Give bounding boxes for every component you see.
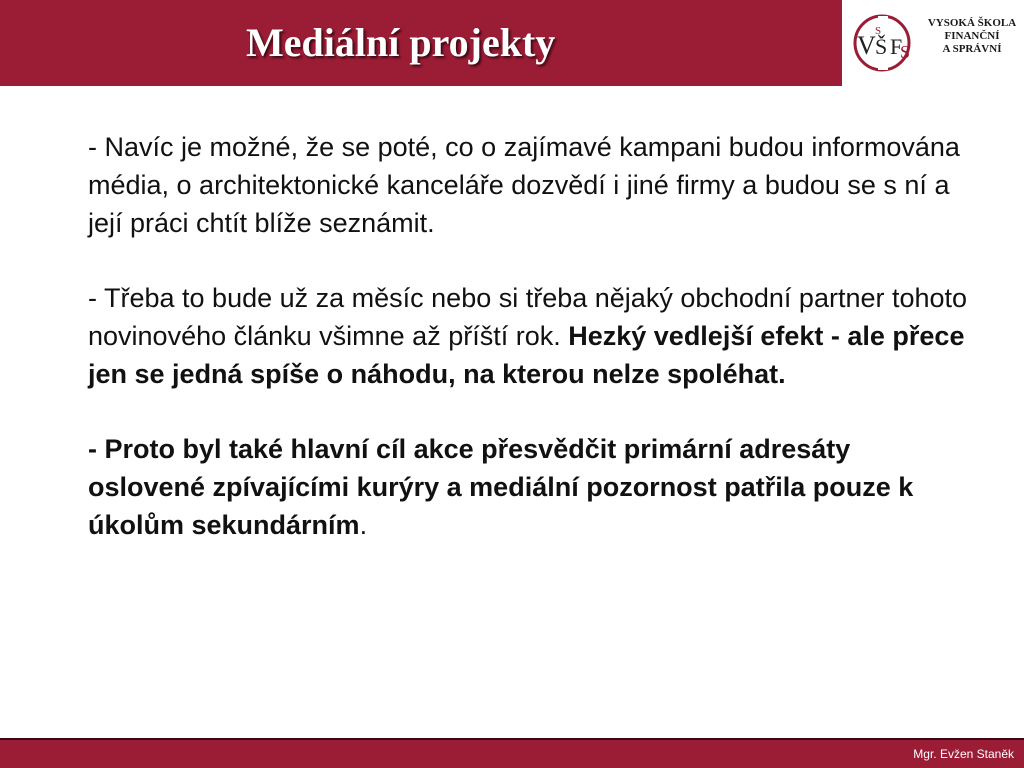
svg-text:Š: Š (875, 34, 888, 59)
paragraph-1: - Navíc je možné, že se poté, co o zajímavé kampani budou informována média, o architektonické kanceláře dozvědí i jiné firmy a budou se s ní a její práci chtít blíže seznámit. (88, 132, 960, 238)
school-name-line-3: A SPRÁVNÍ (942, 43, 1002, 55)
svg-text:V: V (857, 31, 876, 60)
svg-text:S: S (900, 42, 911, 62)
svg-text:S: S (875, 25, 882, 37)
paragraph-2-text: - Třeba to bude už za měsíc nebo si třeba nějaký obchodní partner tohoto novinového článku všimne až příští rok. (88, 283, 968, 351)
header-bar (0, 0, 842, 86)
slide-body (88, 128, 968, 544)
paragraph-2 (88, 279, 968, 393)
school-logo (842, 0, 1024, 86)
school-name-line-2: FINANČNÍ (944, 30, 1000, 42)
footer-author: Mgr. Evžen Staněk (913, 747, 1014, 761)
footer-bar (0, 738, 1024, 768)
paragraph-3 (88, 430, 968, 544)
slide-title: Mediální projekty (246, 20, 556, 65)
paragraph-2-emphasis: Hezký vedlejší efekt - ale přece jen se jedná spíše o náhodu, na kterou nelze spoléhat. (88, 321, 965, 389)
paragraph-3-emphasis: - Proto byl také hlavní cíl akce přesvědčit primární adresáty oslovené zpívajícími kurýry a mediální pozornost patřila pouze k úkolům sekundárním (88, 434, 914, 540)
school-name (922, 17, 1022, 56)
vsfs-logo-icon (852, 10, 916, 76)
paragraph-3-end: . (359, 510, 368, 540)
svg-text:F: F (890, 34, 903, 59)
school-name-line-1: VYSOKÁ ŠKOLA (927, 17, 1017, 29)
